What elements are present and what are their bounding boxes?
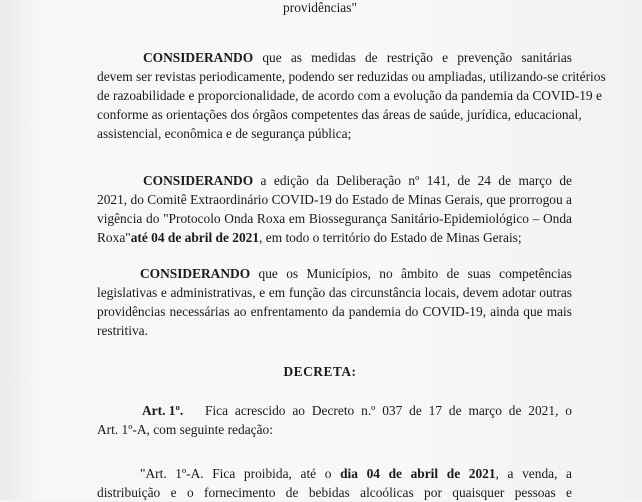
text-segment: que as medidas de restrição e prevenção sanitárias — [253, 50, 572, 65]
considerando-3-line-1 — [140, 264, 572, 283]
art1a-line-1 — [140, 464, 572, 483]
considerando-2-lead: CONSIDERANDO — [143, 173, 254, 188]
considerando-2-line-2: 2021, do Comitê Extraordinário COVID-19 do Estado de Minas Gerais, que prorrogou a — [97, 192, 572, 207]
art1-label: Art. 1º. — [142, 403, 184, 418]
art1-line-2: Art. 1º-A, com seguinte redação: — [97, 422, 273, 437]
bold-date: até 04 de abril de 2021 — [130, 230, 260, 245]
text-segment: a edição da Deliberação nº 141, de 24 de março de — [253, 173, 572, 188]
considerando-1-line-3: de razoabilidade e proporcionalidade, de acordo com a evolução da pandemia da COVID-19 e — [97, 88, 602, 103]
considerando-2-line-3: vigência do "Protocolo Onda Roxa em Biossegurança Sanitário-Epidemiológico – Onda — [97, 211, 572, 226]
considerando-1-line-5: assistencial, econômica e de segurança pública; — [97, 126, 352, 141]
considerando-1-lead: CONSIDERANDO — [143, 50, 254, 65]
decreta-heading: DECRETA: — [283, 364, 357, 379]
considerando-3-line-3: providências necessárias ao enfrentamento da pandemia do COVID-19, ainda que mais — [97, 304, 572, 319]
art1-line-1: Fica acrescido ao Decreto n.º 037 de 17 de março de 2021, o — [205, 403, 572, 418]
art1a-line-2: distribuição e o fornecimento de bebidas alcoólicas por quaisquer pessoas e — [97, 485, 572, 500]
considerando-1-line-1 — [143, 48, 572, 67]
text-segment: que os Municípios, no âmbito de suas competências — [250, 266, 572, 281]
text-segment: , em todo o território do Estado de Minas Gerais; — [259, 230, 522, 245]
considerando-2-line-1 — [143, 171, 572, 190]
text-segment: , a venda, a — [495, 466, 572, 481]
considerando-1-line-2: devem ser revistas periodicamente, podendo ser reduzidas ou ampliadas, utilizando-se critérios — [97, 69, 606, 84]
considerando-3-lead: CONSIDERANDO — [140, 266, 251, 281]
considerando-1-line-4: conforme as orientações dos órgãos competentes das áreas de saúde, jurídica, educacional, — [97, 107, 582, 122]
considerando-3-line-2: legislativas e administrativas, e em função das circunstância locais, devem adotar outras — [97, 285, 572, 300]
considerando-2-line-4 — [97, 228, 572, 247]
text-segment: "Art. 1º-A. Fica proibida, até o — [140, 466, 341, 481]
header-fragment: providências" — [283, 0, 357, 15]
considerando-3-line-4: restritiva. — [97, 323, 148, 338]
bold-date: dia 04 de abril de 2021 — [340, 466, 496, 481]
text-segment: Roxa" — [97, 230, 131, 245]
